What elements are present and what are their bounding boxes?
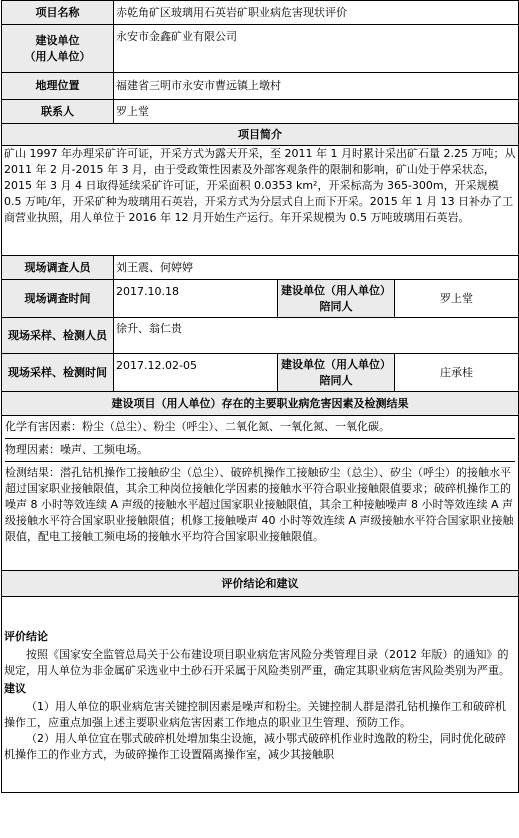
row-intro-heading [2, 124, 519, 146]
unit-value: 永安市金鑫矿业有限公司 [114, 25, 519, 73]
sampling-time-label: 现场采样、检测时间 [2, 354, 114, 392]
survey-staff-value: 刘王震、何婷婷 [114, 256, 519, 280]
sampling-companion-label: 建设单位（用人单位）陪同人 [278, 354, 395, 392]
hazards-physical: 物理因素：噪声、工频电场。 [5, 438, 515, 461]
survey-companion-value: 罗上堂 [395, 280, 519, 318]
row-project-name [2, 1, 519, 25]
hazards-results: 检测结果：潜孔钻机操作工接触矽尘（总尘）、破碎机操作工接触矽尘（总尘）、矽尘（呼尘）的接触水平超过国家职业接触限值，其余工种岗位接触化学因素的接触水平符合职业接触限值要求；破碎机操作工的噪声 8 小时等效连续 A 声级的接触水平超过国家职业接触限值，其余工种接触噪声 8 小时等效连续 A 声级接触水平符合国家职业接触限值；机修工接触噪声 40 小时等效连续 A 声级接触水平符合国家职业接触限值，配电工接触工频电场的接触水平均符合国家职业接触限值。 [5, 461, 515, 548]
location-label: 地理位置 [2, 73, 114, 100]
intro-text: 矿山 1997 年办理采矿许可证，开采方式为露天开采，至 2011 年 1 月时累计采出矿石量 2.25 万吨；从 2011 年 2 月-2015 年 3 月，由于受政策性因素及外部客观条件的限制和影响，矿山处于停采状态，2015 年 3 月 4 日取得延续采矿许可证，开采面积 0.0353 km²，开采标高为 365-300m，开采规模 0.5 万吨/年，开采矿种为玻璃用石英岩，开采方式为分层式自上而下开采。2015 年 1 月 13 日补办了工商营业执照，用人单位于 2016 年 12 月开始生产运行。年开采规模为 0.5 万吨玻璃用石英岩。 [2, 146, 519, 256]
hazards-heading: 建设项目（用人单位）存在的主要职业病危害因素及检测结果 [2, 392, 519, 416]
sampling-staff-label: 现场采样、检测人员 [2, 318, 114, 354]
survey-time-label: 现场调查时间 [2, 280, 114, 318]
unit-label [2, 25, 114, 73]
suggestion-1: （1）用人单位的职业病危害关键控制因素是噪声和粉尘。关键控制人群是潜孔钻机操作工和破碎机操作工，应重点加强上述主要职业病危害因素工作地点的职业卫生管理、预防工作。 [4, 699, 506, 729]
row-evaluation-heading [2, 571, 519, 597]
project-name-value: 赤乾角矿区玻璃用石英岩矿职业病危害现状评价 [114, 1, 519, 25]
row-location [2, 73, 519, 100]
survey-companion-label: 建设单位（用人单位）陪同人 [278, 280, 395, 318]
contact-value: 罗上堂 [114, 100, 519, 124]
unit-label-line2: （用人单位） [24, 49, 91, 63]
survey-time-value: 2017.10.18 [114, 280, 278, 318]
conclusion-title: 评价结论 [4, 629, 48, 643]
contact-label: 联系人 [2, 100, 114, 124]
suggestion-title: 建议 [4, 681, 26, 695]
row-hazards-heading [2, 392, 519, 416]
sampling-time-value: 2017.12.02-05 [114, 354, 278, 392]
row-sampling-time [2, 354, 519, 392]
row-hazards-body [2, 416, 519, 571]
conclusion-text: 按照《国家安全监管总局关于公布建设项目职业病危害风险分类管理目录（2012 年版）的通知》的规定，用人单位为非金属矿采选业中土砂石开采属于风险类别严重，确定其职业病危害风险类别为严重。 [4, 647, 510, 677]
row-survey-staff [2, 256, 519, 280]
sampling-staff-value: 徐升、翁仁贵 [114, 318, 519, 354]
row-intro-text [2, 146, 519, 256]
survey-staff-label: 现场调查人员 [2, 256, 114, 280]
unit-label-line1: 建设单位 [35, 33, 80, 47]
row-unit [2, 25, 519, 73]
location-value: 福建省三明市永安市曹远镇上墩村 [114, 73, 519, 100]
row-survey-time [2, 280, 519, 318]
intro-heading: 项目简介 [2, 124, 519, 146]
hazards-body [2, 416, 519, 571]
project-name-label: 项目名称 [2, 1, 114, 25]
row-contact [2, 100, 519, 124]
report-sheet [1, 0, 519, 793]
sampling-companion-value: 庄承桂 [395, 354, 519, 392]
row-evaluation-body [2, 597, 519, 793]
hazards-chemical: 化学有害因素：粉尘（总尘）、粉尘（呼尘）、二氧化氮、一氧化氮、一氧化碳。 [5, 420, 390, 433]
suggestion-2: （2）用人单位宜在鄂式破碎机处增加集尘设施，减小鄂式破碎机作业时逸散的粉尘，同时优化破碎机操作工的作业方式，为破碎操作工设置隔离操作室，减少其接触职 [4, 731, 506, 761]
evaluation-body [2, 597, 519, 793]
evaluation-heading: 评价结论和建议 [2, 571, 519, 597]
row-sampling-staff [2, 318, 519, 354]
